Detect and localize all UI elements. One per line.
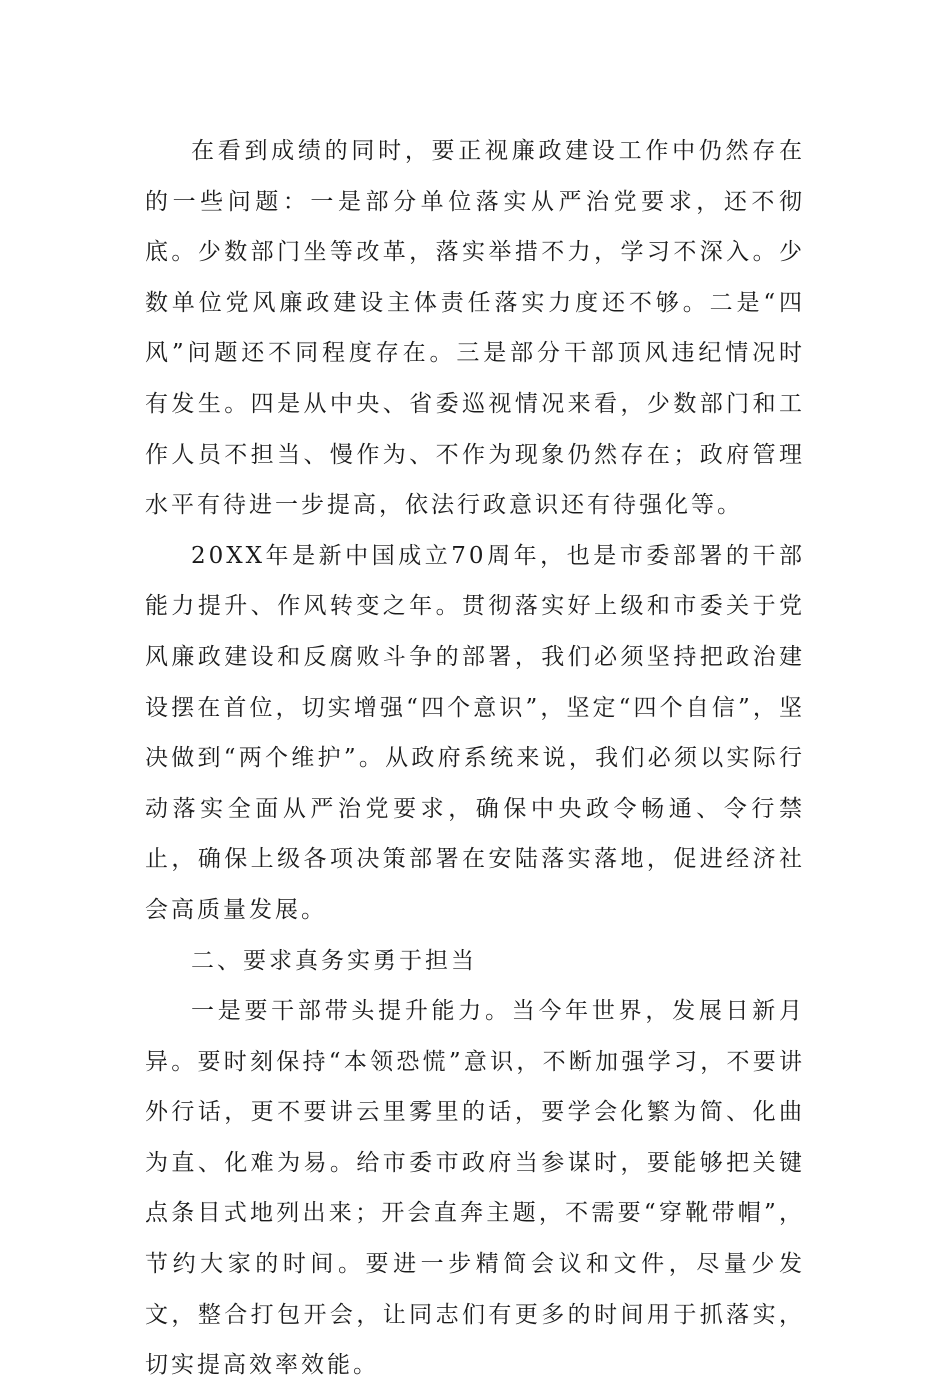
document-body	[145, 126, 805, 1391]
paragraph-problems: 在看到成绩的同时，要正视廉政建设工作中仍然存在的一些问题：一是部分单位落实从严治党要求，还不彻底。少数部门坐等改革，落实举措不力，学习不深入。少数单位党风廉政建设主体责任落实力度还不够。二是“四风”问题还不同程度存在。三是部分干部顶风违纪情况时有发生。四是从中央、省委巡视情况来看，少数部门和工作人员不担当、慢作为、不作为现象仍然存在；政府管理水平有待进一步提高，依法行政意识还有待强化等。	[145, 138, 805, 519]
section-heading: 二、要求真务实勇于担当	[191, 947, 477, 974]
paragraph-anniversary-year: 20XX年是新中国成立70周年，也是市委部署的干部能力提升、作风转变之年。贯彻落实好上级和市委关于党风廉政建设和反腐败斗争的部署，我们必须坚持把政治建设摆在首位，切实增强“四个意识”，坚定“四个自信”，坚决做到“两个维护”。从政府系统来说，我们必须以实际行动落实全面从严治党要求，确保中央政令畅通、令行禁止，确保上级各项决策部署在安陆落实落地，促进经济社会高质量发展。	[145, 542, 805, 923]
paragraph-improve-ability: 一是要干部带头提升能力。当今年世界，发展日新月异。要时刻保持“本领恐慌”意识，不断加强学习，不要讲外行话，更不要讲云里雾里的话，要学会化繁为简、化曲为直、化难为易。给市委市政府当参谋时，要能够把关键点条目式地列出来；开会直奔主题，不需要“穿靴带帽”，节约大家的时间。要进一步精简会议和文件，尽量少发文，整合打包开会，让同志们有更多的时间用于抓落实，切实提高效率效能。	[145, 998, 805, 1379]
